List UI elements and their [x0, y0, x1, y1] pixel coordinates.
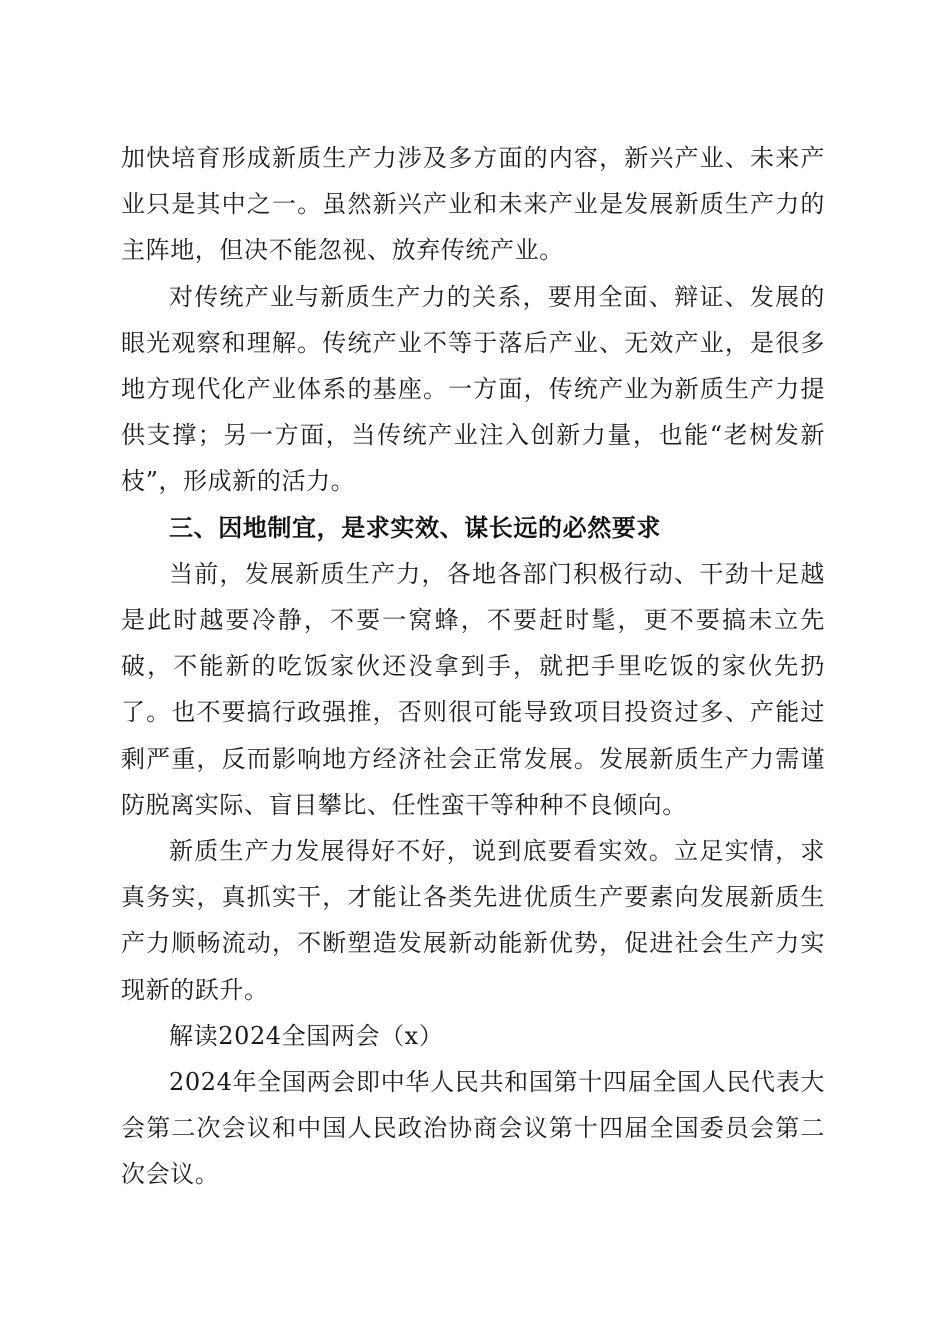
- paragraph-interpretation-title: 解读2024全国两会（x）: [169, 1021, 444, 1050]
- paragraph-traditional-industry-intro: 加快培育形成新质生产力涉及多方面的内容，新兴产业、未来产业只是其中之一。虽然新兴产业和未来产业是发展新质生产力的主阵地，但决不能忽视、放弃传统产业。: [121, 144, 825, 265]
- section-heading-3: 三、因地制宜，是求实效、谋长远的必然要求: [169, 513, 661, 542]
- paragraph-traditional-industry-relation: 对传统产业与新质生产力的关系，要用全面、辩证、发展的眼光观察和理解。传统产业不等于落后产业、无效产业，是很多地方现代化产业体系的基座。一方面，传统产业为新质生产力提供支撑；另一方面，当传统产业注入创新力量，也能“老树发新枝”，形成新的活力。: [121, 282, 825, 496]
- paragraph-current-development: 当前，发展新质生产力，各地各部门积极行动、干劲十足越是此时越要冷静，不要一窝蜂，不要赶时髦，更不要搞未立先破，不能新的吃饭家伙还没拿到手，就把手里吃饭的家伙先扔了。也不要搞行政强推，否则很可能导致项目投资过多、产能过剩严重，反而影响地方经济社会正常发展。发展新质生产力需谨防脱离实际、盲目攀比、任性蛮干等种种不良倾向。: [121, 559, 825, 819]
- document-body: [121, 135, 825, 1198]
- paragraph-effectiveness: 新质生产力发展得好不好，说到底要看实效。立足实情，求真务实，真抓实干，才能让各类先进优质生产要素向发展新质生产力顺畅流动，不断塑造发展新动能新优势，促进社会生产力实现新的跃升。: [121, 837, 825, 1004]
- paragraph-two-sessions-definition: 2024年全国两会即中华人民共和国第十四届全国人民代表大会第二次会议和中国人民政治协商会议第十四届全国委员会第二次会议。: [121, 1068, 825, 1189]
